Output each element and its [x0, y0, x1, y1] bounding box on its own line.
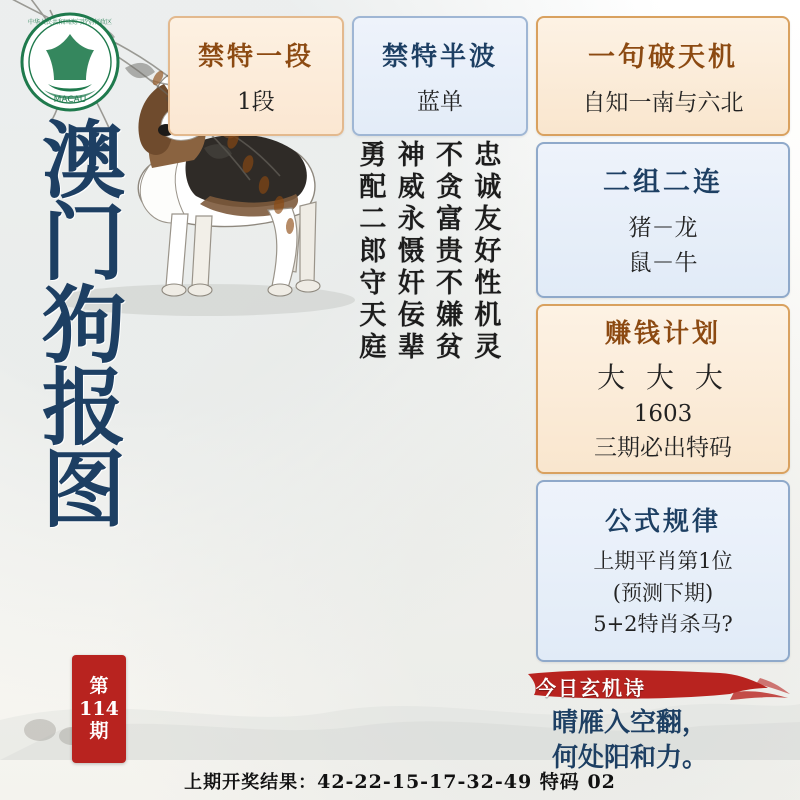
card-yi-ju-po-tian-ji-header: 一句破天机 — [588, 42, 738, 73]
today-poem-text — [470, 706, 790, 776]
special-code-value: 02 — [587, 771, 616, 793]
card-zhuan-qian-ji-hua[interactable] — [536, 304, 790, 474]
card-er-zu-er-lian[interactable] — [536, 142, 790, 298]
card-zhuan-qian-ji-hua-note: 三期必出特码 — [594, 434, 732, 461]
card-jin-te-yi-duan-header: 禁特一段 — [197, 42, 314, 72]
card-er-zu-er-lian-line-1: 猪－龙 — [628, 215, 698, 241]
card-jin-te-yi-duan[interactable] — [168, 16, 344, 136]
today-poem-line-1: 晴雁入空翻， — [551, 708, 708, 738]
card-zhuan-qian-ji-hua-number: 1603 — [633, 401, 693, 428]
emblem-caption: MACAU — [53, 95, 87, 105]
card-gong-shi-gui-lv-line-2: (预测下期) — [612, 580, 714, 605]
card-gong-shi-gui-lv-header: 公式规律 — [604, 507, 721, 538]
card-gong-shi-gui-lv-line-1: 上期平肖第1位 — [593, 549, 733, 574]
title-char-1: 澳 — [41, 111, 128, 210]
card-zhuan-qian-ji-hua-big: 大 大 大 — [597, 360, 729, 394]
special-code-label: 特码 — [539, 771, 580, 793]
poem-column-4: 勇配二郎守天庭 — [354, 140, 386, 364]
title-char-4: 报 — [41, 357, 128, 457]
card-er-zu-er-lian-line-2: 鼠－牛 — [628, 249, 698, 276]
card-jin-te-ban-bo-header: 禁特半波 — [381, 42, 498, 72]
card-yi-ju-po-tian-ji[interactable] — [536, 16, 790, 136]
macau-emblem — [18, 10, 122, 114]
previous-draw-numbers: 42-22-15-17-32-49 — [317, 771, 533, 793]
card-jin-te-yi-duan-body: 1段 — [237, 89, 275, 115]
issue-suffix: 期 — [89, 720, 109, 743]
previous-draw-result — [0, 767, 800, 794]
issue-badge — [72, 655, 126, 763]
title-char-5: 图 — [41, 440, 128, 540]
today-poem-line-2: 何处阳和力。 — [551, 743, 708, 774]
card-zhuan-qian-ji-hua-header: 赚钱计划 — [604, 318, 721, 349]
poem-column-2: 不贪富贵不嫌贫 — [431, 140, 463, 364]
card-er-zu-er-lian-header: 二组二连 — [603, 167, 723, 198]
previous-draw-label: 上期开奖结果： — [184, 772, 318, 793]
poem-column-1: 忠诚友好性机灵 — [469, 140, 501, 364]
poem-column-3: 神威永慑奸佞辈 — [392, 140, 424, 364]
card-gong-shi-gui-lv-line-3: 5+2特肖杀马? — [593, 612, 733, 637]
issue-prefix: 第 — [89, 675, 109, 698]
title-char-3: 狗 — [41, 275, 128, 375]
today-poem-banner-label: 今日玄机诗 — [536, 676, 646, 700]
card-jin-te-ban-bo-body: 蓝单 — [417, 89, 463, 115]
svg-text:中华人民共和国澳门特别行政区: 中华人民共和国澳门特别行政区 — [27, 19, 113, 26]
card-jin-te-ban-bo[interactable] — [352, 16, 528, 136]
vertical-poem — [354, 140, 501, 440]
card-gong-shi-gui-lv[interactable] — [536, 480, 790, 662]
title-char-2: 门 — [41, 193, 128, 293]
page-title — [20, 111, 150, 540]
issue-number: 114 — [79, 697, 119, 720]
card-yi-ju-po-tian-ji-body: 自知一南与六北 — [582, 90, 744, 116]
